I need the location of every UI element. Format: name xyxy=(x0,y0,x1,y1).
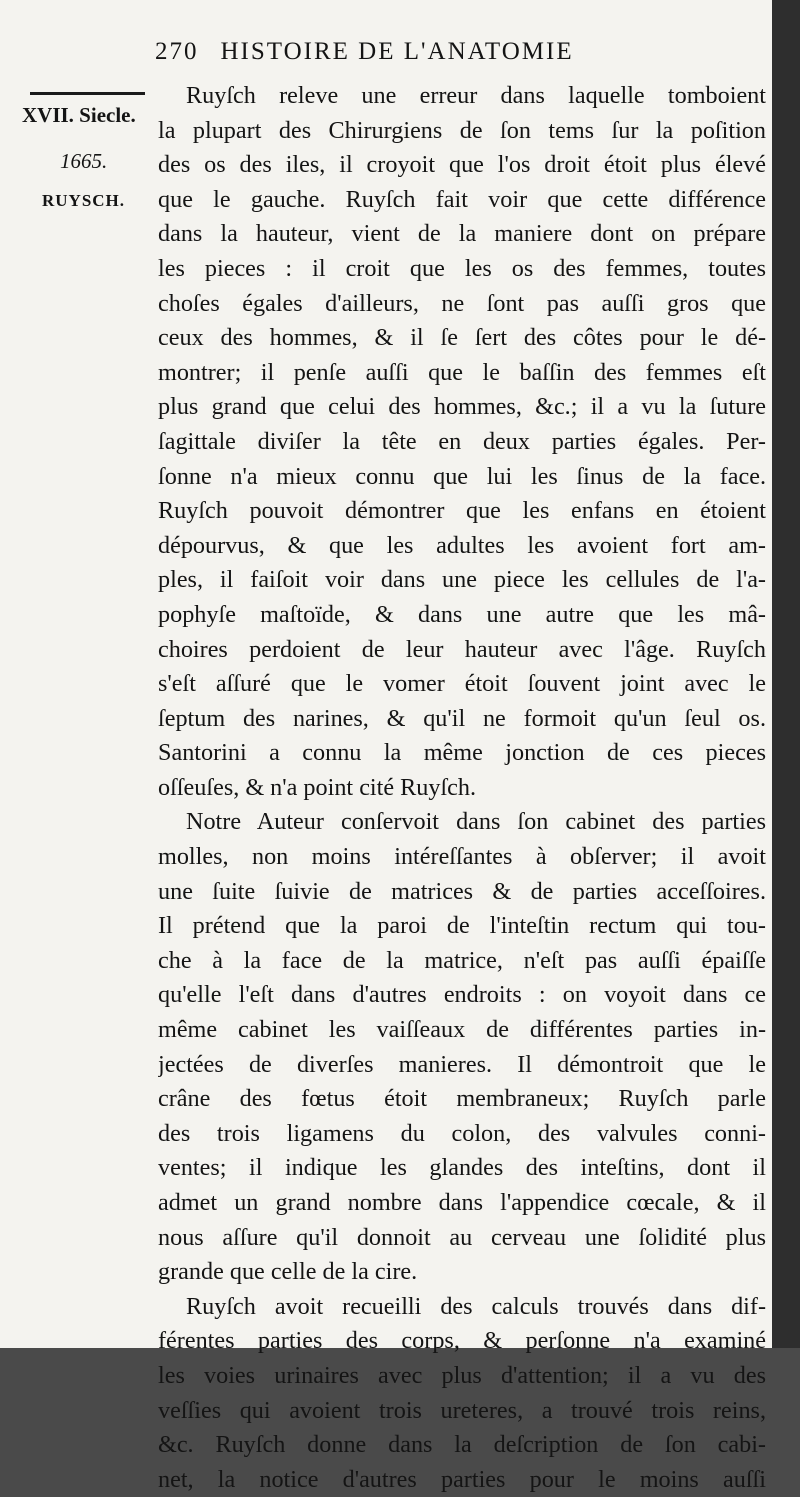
text-line: grande que celle de la cire. xyxy=(158,1258,418,1286)
text-line: choſes égales d'ailleurs, ne ſont pas auſſi gros que xyxy=(158,289,766,317)
text-line: pophyſe maſtoïde, & dans une autre que les mâ- xyxy=(158,600,766,628)
text-line: Ruyſch avoit recueilli des calculs trouvés dans dif- xyxy=(186,1292,766,1320)
text-line: des os des iles, il croyoit que l'os droit étoit plus élevé xyxy=(158,151,766,179)
text-line: les pieces : il croit que les os des femmes, toutes xyxy=(158,254,766,282)
text-line: des trois ligamens du colon, des valvules conni- xyxy=(158,1119,766,1147)
text-line: Notre Auteur conſervoit dans ſon cabinet des parties xyxy=(186,808,766,836)
running-header xyxy=(155,38,755,78)
margin-note-year: 1665. xyxy=(60,149,108,173)
text-line: montrer; il penſe auſſi que le baſſin des femmes eſt xyxy=(158,358,766,386)
body-text xyxy=(158,79,766,1497)
margin-rule xyxy=(30,92,145,95)
text-line: nous aſſure qu'il donnoit au cerveau une ſolidité plus xyxy=(158,1223,766,1251)
running-title: HISTOIRE DE L'ANATOMIE xyxy=(220,38,574,65)
text-line: dans la hauteur, vient de la maniere dont on prépare xyxy=(158,220,766,248)
margin-note-century: XVII. Siecle. xyxy=(22,103,136,127)
text-line: ſeptum des narines, & qu'il ne formoit qu'un ſeul os. xyxy=(158,704,766,732)
text-line: ples, il faiſoit voir dans une piece les cellules de l'a- xyxy=(158,566,766,594)
margin-note-name: RUYSCH. xyxy=(42,191,126,210)
text-line: choires perdoient de leur hauteur avec l'âge. Ruyſch xyxy=(158,635,766,663)
text-line: &c. Ruyſch donne dans la deſcription de ſon cabi- xyxy=(158,1431,766,1459)
text-line: admet un grand nombre dans l'appendice cœcale, & il xyxy=(158,1189,766,1216)
text-line: ventes; il indique les glandes des inteſtins, dont il xyxy=(158,1154,766,1182)
text-line: plus grand que celui des hommes, &c.; il a vu la ſuture xyxy=(158,393,766,421)
text-line: férentes parties des corps, & perſonne n'a examiné xyxy=(158,1327,766,1355)
text-line: ceux des hommes, & il ſe ſert des côtes pour le dé- xyxy=(158,324,766,352)
page-number: 270 xyxy=(155,38,199,65)
text-line: les voies urinaires avec plus d'attention; il a vu des xyxy=(158,1361,766,1389)
text-line: la plupart des Chirurgiens de ſon tems ſur la poſition xyxy=(158,116,766,144)
text-line: même cabinet les vaiſſeaux de différentes parties in- xyxy=(158,1016,766,1044)
text-line: Santorini a connu la même jonction de ces pieces xyxy=(158,739,766,767)
text-line: jectées de diverſes manieres. Il démontroit que le xyxy=(158,1050,766,1078)
text-line: che à la face de la matrice, n'eſt pas auſſi épaiſſe xyxy=(158,946,766,974)
text-line: ſagittale diviſer la tête en deux parties égales. Per- xyxy=(158,427,766,455)
text-line: ſonne n'a mieux connu que lui les ſinus de la face. xyxy=(158,462,766,490)
text-line: crâne des fœtus étoit membraneux; Ruyſch parle xyxy=(158,1085,766,1113)
text-line: une ſuite ſuivie de matrices & de parties acceſſoires. xyxy=(158,877,766,905)
text-line: Il prétend que la paroi de l'inteſtin rectum qui tou- xyxy=(158,912,766,940)
text-line: molles, non moins intéreſſantes à obſerver; il avoit xyxy=(158,843,766,871)
text-line: Ruyſch pouvoit démontrer que les enfans en étoient xyxy=(158,497,766,525)
text-line: dépourvus, & que les adultes les avoient fort am- xyxy=(158,531,766,559)
text-line: s'eſt aſſuré que le vomer étoit ſouvent joint avec le xyxy=(158,670,766,698)
text-line: net, la notice d'autres parties pour le moins auſſi xyxy=(158,1465,766,1493)
text-line: qu'elle l'eſt dans d'autres endroits : on voyoit dans ce xyxy=(158,981,766,1009)
text-line: oſſeuſes, & n'a point cité Ruyſch. xyxy=(158,773,477,801)
text-line: veſſies qui avoient trois ureteres, a trouvé trois reins, xyxy=(158,1396,766,1424)
text-line: que le gauche. Ruyſch fait voir que cette différence xyxy=(158,185,766,213)
text-line: Ruyſch releve une erreur dans laquelle tomboient xyxy=(186,82,766,109)
page-gutter xyxy=(772,0,800,1348)
